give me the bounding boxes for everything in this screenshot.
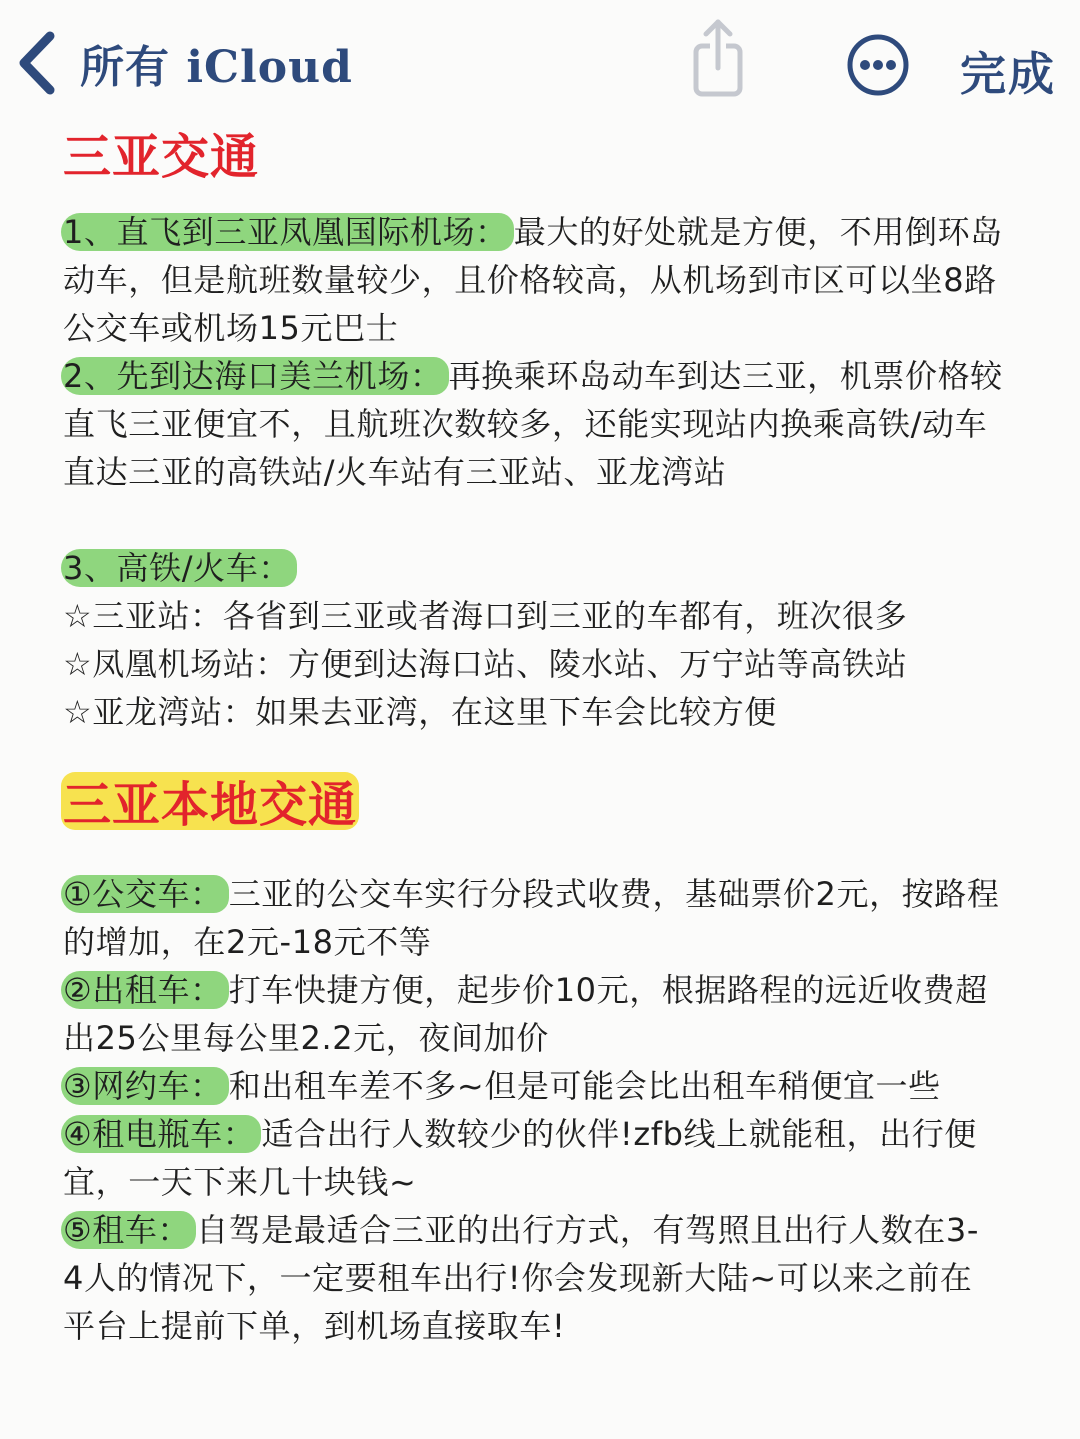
station-line: ☆亚龙湾站：如果去亚湾，在这里下车会比较方便: [63, 693, 777, 731]
section-title-local: [63, 772, 1023, 833]
item-text: 4人的情况下，一定要租车出行!你会发现新大陆~可以来之前在: [63, 1259, 973, 1297]
item-text: 直达三亚的高铁站/火车站有三亚站、亚龙湾站: [63, 453, 727, 491]
page-title: 三亚交通: [63, 129, 260, 185]
item-label: ①公交车：: [61, 875, 229, 913]
item-label: ⑤租车：: [61, 1211, 196, 1249]
item-text: 公交车或机场15元巴士: [63, 309, 399, 347]
item-text: 宜，一天下来几十块钱~: [63, 1163, 417, 1201]
item-label: 2、先到达海口美兰机场：: [61, 357, 449, 395]
list-item-ebike: [63, 1110, 1023, 1206]
station-line: ☆凤凰机场站：方便到达海口站、陵水站、万宁站等高铁站: [63, 645, 908, 683]
item-text: 平台上提前下单，到机场直接取车!: [63, 1307, 566, 1345]
station-line: ☆三亚站：各省到三亚或者海口到三亚的车都有，班次很多: [63, 597, 908, 635]
list-item-car-rental: [63, 1206, 1023, 1350]
done-button[interactable]: 完成: [960, 47, 1056, 101]
item-text: 和出租车差不多~但是可能会比出租车稍便宜一些: [228, 1067, 941, 1105]
item-label: 3、高铁/火车：: [61, 549, 297, 587]
list-item-taxi: [63, 966, 1023, 1062]
more-ellipsis-icon: [846, 33, 910, 97]
section-heading: 三亚本地交通: [61, 772, 359, 830]
back-button[interactable]: [14, 30, 353, 96]
list-item-haikou-transfer: [63, 352, 1023, 496]
item-text: 最大的好处就是方便，不用倒环岛: [513, 213, 1003, 251]
more-button[interactable]: [846, 33, 910, 97]
item-text: 动车，但是航班数量较少，且价格较高，从机场到市区可以坐8路: [63, 261, 997, 299]
note-content: [63, 128, 1023, 1350]
item-text: 打车快捷方便，起步价10元，根据路程的远近收费超: [228, 971, 988, 1009]
item-text: 的增加，在2元-18元不等: [63, 923, 432, 961]
item-text: 再换乘环岛动车到达三亚，机票价格较: [448, 357, 1003, 395]
list-item-bus: [63, 870, 1023, 966]
item-text: 自驾是最适合三亚的出行方式，有驾照且出行人数在3-: [196, 1211, 980, 1249]
chevron-left-icon: [14, 30, 60, 96]
share-button[interactable]: [690, 18, 746, 98]
section-title-intercity: [63, 128, 1023, 186]
item-text: 出25公里每公里2.2元，夜间加价: [63, 1019, 549, 1057]
item-label: ④租电瓶车：: [61, 1115, 261, 1153]
list-item-train: [63, 544, 1023, 736]
nav-bar: [0, 0, 1080, 120]
item-label: ③网约车：: [61, 1067, 229, 1105]
back-label: 所有 iCloud: [80, 42, 353, 93]
list-item-direct-flight: [63, 208, 1023, 352]
item-text: 适合出行人数较少的伙伴!zfb线上就能租，出行便: [261, 1115, 977, 1153]
list-item-ride-hailing: [63, 1062, 1023, 1110]
item-label: 1、直飞到三亚凤凰国际机场：: [61, 213, 514, 251]
item-label: ②出租车：: [61, 971, 229, 1009]
item-text: 直飞三亚便宜不，且航班次数较多，还能实现站内换乘高铁/动车: [63, 405, 988, 443]
share-icon: [690, 18, 746, 98]
item-text: 三亚的公交车实行分段式收费，基础票价2元，按路程: [228, 875, 1000, 913]
